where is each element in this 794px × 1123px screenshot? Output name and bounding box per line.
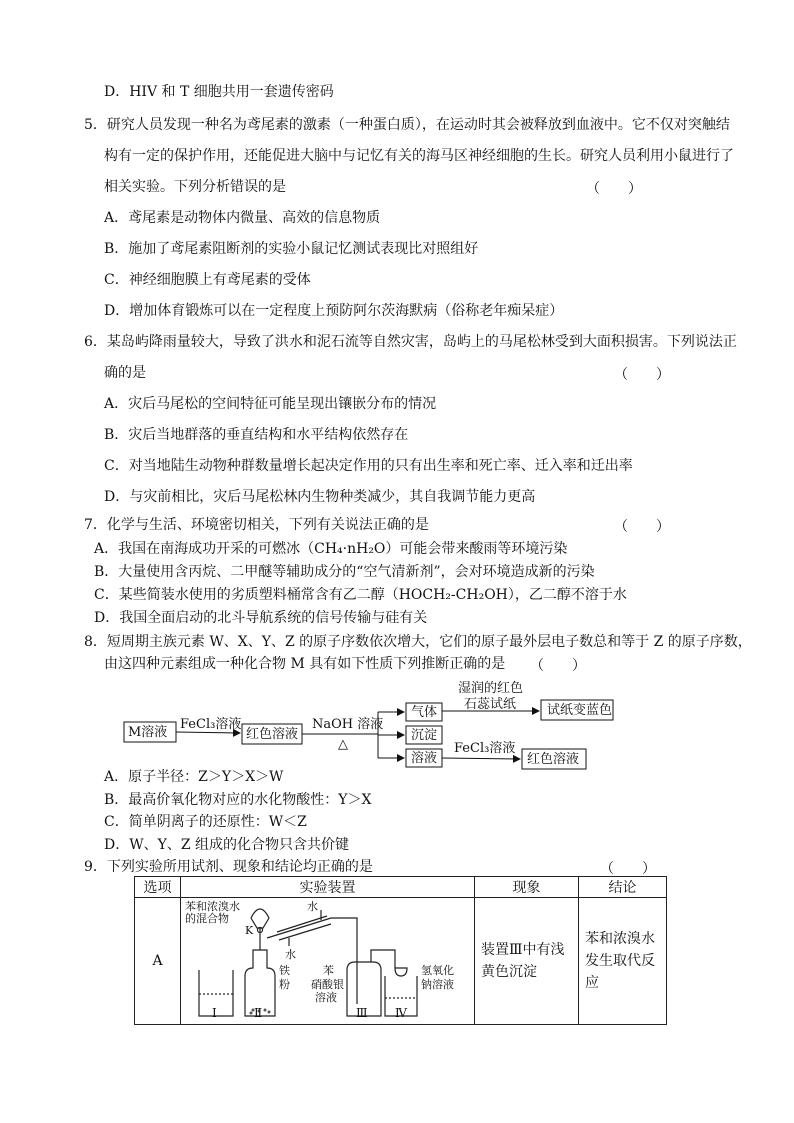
mix-label-1: 苯和浓溴水 [185, 900, 240, 913]
q6-stem-line2: 确的是 [104, 365, 146, 381]
q8-option-a: A．原子半径：Z＞Y＞X＞W [104, 769, 284, 785]
agno3-label-2: 溶液 [315, 991, 337, 1004]
q5-answer-paren: （ ） [586, 181, 642, 197]
red-solution-text: 红色溶液 [246, 727, 299, 742]
q6-stem-line1: 6．某岛屿降雨量较大，导致了洪水和泥石流等自然灾害，岛屿上的马尾松林受到大面积损害。下列说法正 [84, 334, 737, 350]
q5-option-a: A．鸢尾素是动物体内微量、高效的信息物质 [104, 210, 381, 226]
precipitate-text: 沉淀 [411, 728, 438, 743]
naoh-label-2: 钠溶液 [421, 978, 454, 991]
header-option: 选项 [135, 877, 181, 898]
water-bottom-label: 水 [285, 948, 296, 961]
q9-row-a [135, 898, 667, 1025]
q6-answer-paren: （ ） [614, 367, 670, 383]
connecting-tube [331, 918, 357, 960]
q8-answer-paren: （ ） [530, 658, 586, 674]
q7-option-b: B．大量使用含丙烷、二甲醚等辅助成分的“空气清新剂”，会对环境造成新的污染 [94, 564, 595, 580]
benzene-label: 苯 [323, 964, 334, 977]
q6-option-a: A．灾后马尾松的空间特征可能呈现出镶嵌分布的情况 [104, 396, 437, 412]
label-iv: Ⅳ [395, 1006, 407, 1020]
header-apparatus: 实验装置 [181, 877, 475, 898]
q8-option-d: D．W、Y、Z 组成的化合物只含共价键 [104, 837, 350, 853]
water-top-label: 水 [307, 900, 318, 913]
naoh-label: NaOH 溶液 [312, 717, 384, 732]
q5-option-b: B．施加了鸢尾素阻断剂的实验小鼠记忆测试表现比对照组好 [104, 241, 479, 257]
q5-option-c: C．神经细胞膜上有鸢尾素的受体 [104, 272, 311, 288]
q6-option-c: C．对当地陆生动物种群数量增长起决定作用的只有出生率和死亡率、迁入率和迁出率 [104, 458, 633, 474]
q8-option-b: B．最高价氧化物对应的水化物酸性：Y＞X [104, 792, 372, 808]
fecl3-label-2: FeCl₃溶液 [454, 741, 516, 756]
q9-stem: 9．下列实验所用试剂、现象和结论均正确的是 [84, 859, 373, 875]
separatory-funnel [251, 909, 269, 928]
q4-option-d: D．HIV 和 T 细胞共用一套遗传密码 [104, 84, 334, 100]
label-iii: Ⅲ [356, 1006, 368, 1020]
cell-option: A [135, 898, 181, 1025]
valve-k-label: K [245, 924, 254, 937]
q7-answer-paren: （ ） [614, 519, 670, 535]
naoh-label-1: 氢氧化 [421, 964, 454, 977]
arrow-solution-to-red [442, 758, 520, 759]
q9-table [134, 876, 667, 1025]
condenser-tube [267, 918, 331, 938]
header-conclusion: 结论 [579, 877, 667, 898]
q7-option-a: A．我国在南海成功开采的可燃冰（CH₄·nH₂O）可能会带来酸雨等环境污染 [94, 541, 568, 557]
cell-conclusion: 苯和浓溴水发生取代反应 [579, 898, 667, 1025]
gas-text: 气体 [411, 705, 438, 720]
q7-stem: 7．化学与生活、环境密切相关，下列有关说法正确的是 [84, 517, 429, 533]
header-phenomenon: 现象 [475, 877, 579, 898]
litmus-label-1: 湿润的红色 [458, 681, 524, 696]
red-solution-2-text: 红色溶液 [527, 752, 580, 767]
iron-label-1: 铁 [279, 964, 290, 977]
cell-apparatus [181, 898, 475, 1025]
q7-option-d: D．我国全面启动的北斗导航系统的信号传输与硅有关 [94, 610, 428, 626]
paper-blue-text: 试纸变蓝色 [547, 703, 613, 718]
q8-stem-line1: 8．短周期主族元素 W、X、Y、Z 的原子序数依次增大，它们的原子最外层电子数总和等于 Z 的原子序数， [84, 634, 752, 650]
q5-option-d: D．增加体育锻炼可以在一定程度上预防阿尔茨海默病（俗称老年痴呆症） [104, 303, 564, 319]
q5-stem-line1: 5．研究人员发现一种名为鸢尾素的激素（一种蛋白质），在运动时其会被释放到血液中。它不仅对突触结 [84, 117, 730, 133]
q7-option-c: C．某些简装水使用的劣质塑料桶常含有乙二醇（HOCH₂-CH₂OH），乙二醇不溶于水 [94, 587, 627, 603]
label-ii: Ⅱ [254, 1006, 263, 1020]
iron-label-2: 粉 [279, 978, 290, 991]
mix-label-2: 的混合物 [185, 912, 229, 925]
agno3-label-1: 硝酸银 [311, 978, 344, 991]
heat-symbol: △ [338, 737, 348, 752]
q6-option-d: D．与灾前相比，灾后马尾松林内生物种类减少，其自我调节能力更高 [104, 489, 536, 505]
litmus-label-2: 石蕊试纸 [464, 697, 517, 712]
label-i: Ⅰ [212, 1006, 217, 1020]
q9-answer-paren: （ ） [600, 861, 656, 877]
q8-option-c: C．简单阴离子的还原性：W＜Z [104, 814, 307, 830]
fecl3-label: FeCl₃溶液 [180, 717, 242, 732]
q6-option-b: B．灾后当地群落的垂直结构和水平结构依然存在 [104, 427, 409, 443]
q9-table-header [135, 877, 667, 898]
q5-stem-line3: 相关实验。下列分析错误的是 [104, 179, 286, 195]
q5-stem-line2: 构有一定的保护作用，还能促进大脑中与记忆有关的海马区神经细胞的生长。研究人员利用小鼠进行了 [104, 148, 734, 164]
m-solution-text: M溶液 [128, 725, 168, 740]
solution-text: 溶液 [411, 751, 438, 766]
q8-stem-line2: 由这四种元素组成一种化合物 M 具有如下性质下列推断正确的是 [104, 656, 506, 672]
inverted-funnel [395, 968, 407, 976]
cell-phenomenon: 装置Ⅲ中有浅黄色沉淀 [475, 898, 579, 1025]
